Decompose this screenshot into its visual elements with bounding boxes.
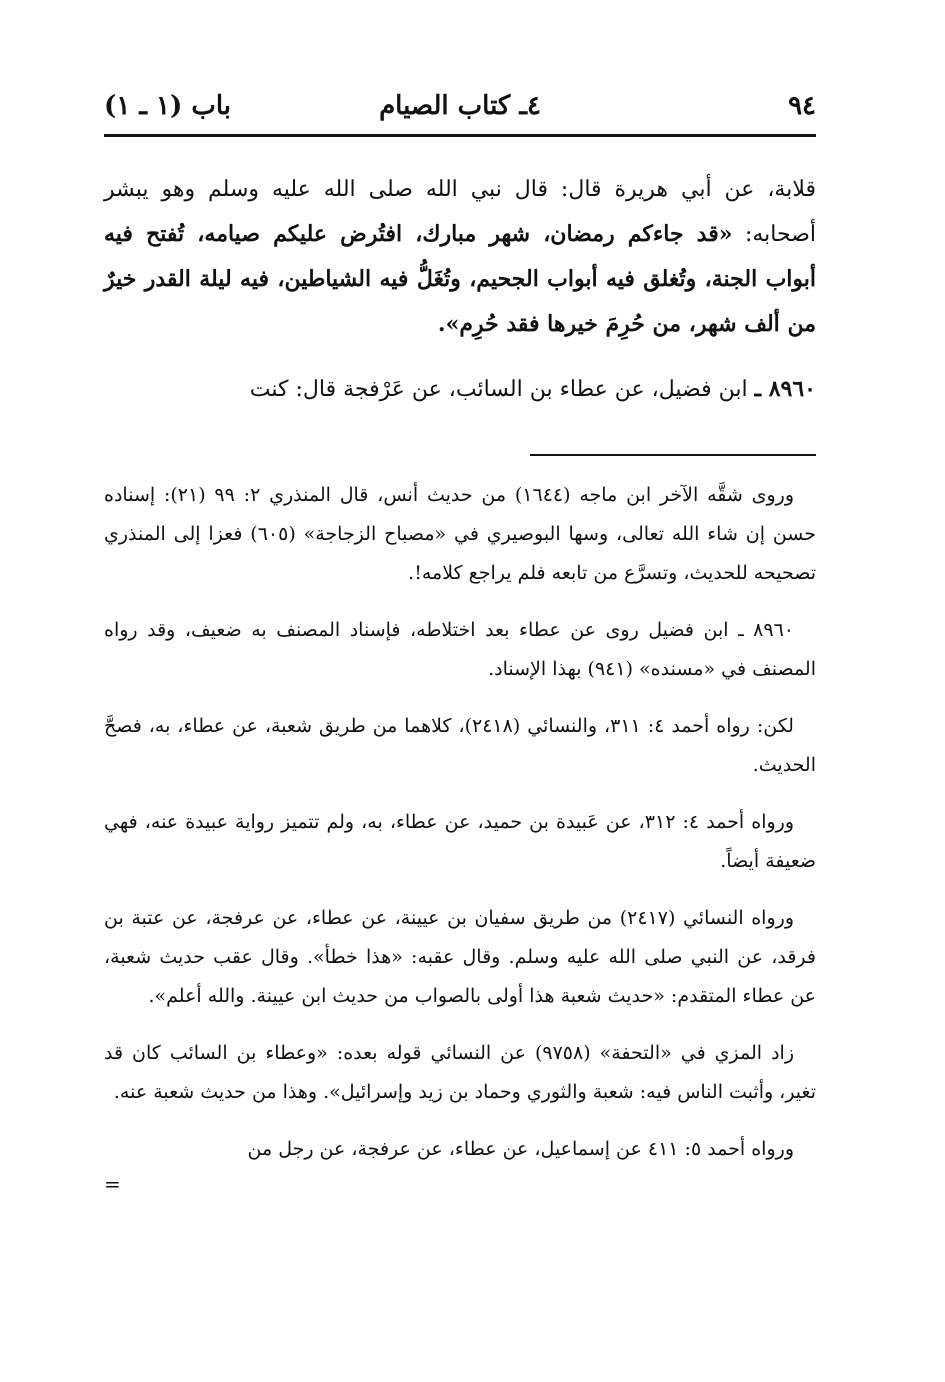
entry-number: ٨٩٦٠ ـ [754,376,816,402]
hadith-quote: «قد جاءكم رمضان، شهر مبارك، افتُرض عليكم صيامه، تُفتح فيه أبواب الجنة، وتُغلق فيه أبواب الجحيم، وتُغَلُّ فيه الشياطين، فيه ليلة القدر خيرٌ من ألف شهر، من حُرِمَ خيرها فقد حُرِم». [104,221,816,337]
footnote-paragraph: زاد المزي في «التحفة» (٩٧٥٨) عن النسائي قوله بعده: «وعطاء بن السائب كان قد تغير، وأثبت الناس فيه: شعبة والثوري وحماد بن زيد وإسرائيل». وهذا من حديث شعبة عنه. [104,1042,816,1103]
footnote-paragraph: ٨٩٦٠ ـ ابن فضيل روى عن عطاء بعد اختلاطه، فإسناد المصنف به ضعيف، وقد رواه المصنف في «مسنده» (٩٤١) بهذا الإسناد. [104,619,816,680]
footnote-paragraph: ورواه النسائي (٢٤١٧) من طريق سفيان بن عيينة، عن عطاء، عن عرفجة، عن عتبة بن فرقد، عن النبي صلى الله عليه وسلم. وقال عقبه: «هذا خطأ». وقال عقب حديث شعبة، عن عطاء المتقدم: «حديث شعبة هذا أولى بالصواب من حديث ابن عيينة. والله أعلم». [104,907,816,1007]
page-header [104,78,816,137]
chapter-label: باب (١ ـ ١) [104,91,231,121]
main-text [104,167,816,412]
footnote-paragraph: وروى شقَّه الآخر ابن ماجه (١٦٤٤) من حديث أنس، قال المنذري ٢: ٩٩ (٢١): إسناده حسن إن شاء الله تعالى، وسها البوصيري في «مصباح الزجاجة» (٦٠٥) فعزا إلى المنذري تصحيحه للحديث، وتسرَّع من تابعه فلم يراجع كلامه!. [104,484,816,584]
document-page [104,78,816,1358]
footnote-paragraph: ورواه أحمد ٤: ٣١٢، عن عَبيدة بن حميد، عن عطاء، به، ولم تتميز رواية عبيدة عنه، فهي ضعيفة أيضاً. [104,811,816,872]
hadith-paragraph [104,167,816,347]
footnote-paragraph: لكن: رواه أحمد ٤: ٣١١، والنسائي (٢٤١٨)، كلاهما من طريق شعبة، عن عطاء، به، فصحَّ الحديث. [104,715,816,776]
footnote-separator [530,454,816,456]
footnotes [104,476,816,1195]
hadith-entry [104,367,816,412]
page-number: ٩٤ [788,91,816,121]
hadith-intro: قلابة، عن أبي هريرة قال: قال نبي الله صلى الله عليه وسلم وهو يبشر أصحابه: [104,177,816,247]
entry-text: ابن فضيل، عن عطاء بن السائب، عن عَرْفجة قال: كنت [249,377,755,402]
continuation-mark: = [104,1172,121,1196]
footnote-paragraph: ورواه أحمد ٥: ٤١١ عن إسماعيل، عن عطاء، عن عرفجة، عن رجل من [247,1138,794,1160]
book-title: ٤ـ كتاب الصيام [379,91,541,121]
